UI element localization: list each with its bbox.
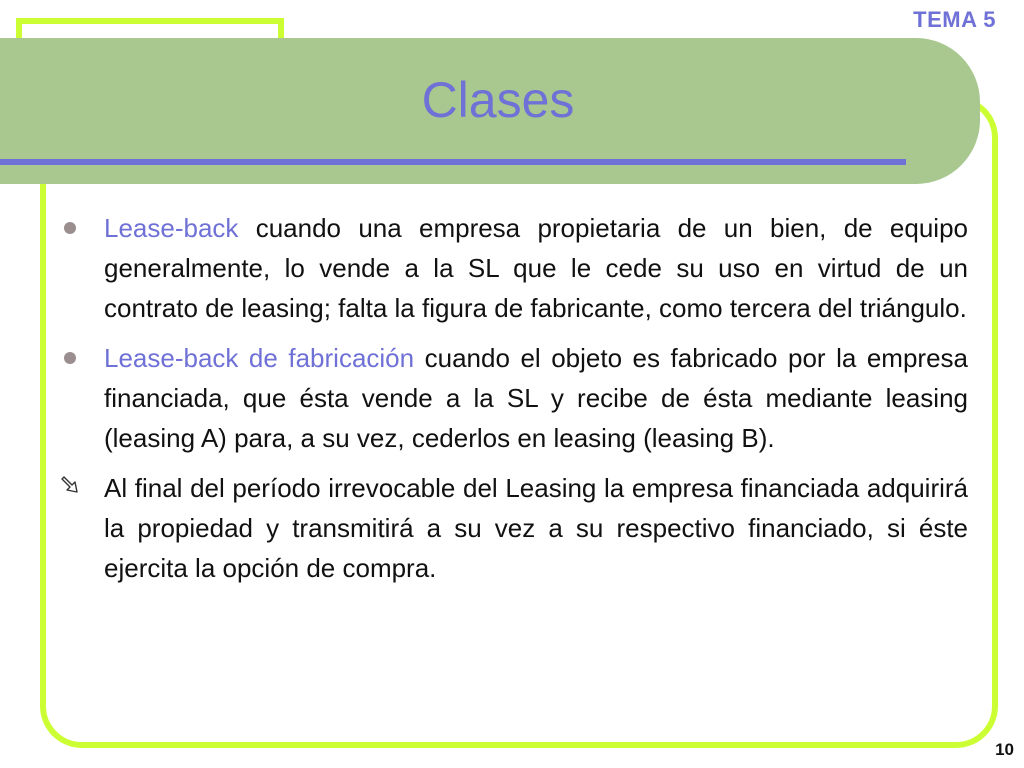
topic-label: TEMA 5 (913, 7, 996, 32)
hollow-arrow-icon (60, 472, 84, 496)
highlighted-term: Lease-back (104, 213, 239, 243)
title-underline (0, 159, 906, 165)
item-text: Al final del período irrevocable del Leasing la empresa financiada adquirirá la propiedad y transmitirá a su vez a su respectivo financiado, si éste ejercita la opción de compra. (104, 473, 968, 583)
bullet-dot-icon (64, 352, 76, 364)
slide-title: Clases (421, 72, 575, 128)
page-number: 10 (995, 740, 1014, 759)
highlighted-term: Lease-back de fabricación (104, 343, 415, 373)
list-item (104, 468, 968, 588)
bullet-dot-icon (64, 222, 76, 234)
list-item (104, 208, 968, 328)
item-text: cuando una empresa propietaria de un bien, de equipo generalmente, lo vende a la SL que le cede su uso en virtud de un contrato de leasing; falta la figura de fabricante, como tercera del triángulo. (104, 213, 968, 323)
bullet-list (104, 208, 968, 598)
list-item (104, 338, 968, 458)
item-text: cuando el objeto es fabricado por la empresa financiada, que ésta vende a la SL y recibe de ésta mediante leasing (leasing A) para, a su vez, cederlos en leasing (leasing B). (104, 343, 968, 453)
